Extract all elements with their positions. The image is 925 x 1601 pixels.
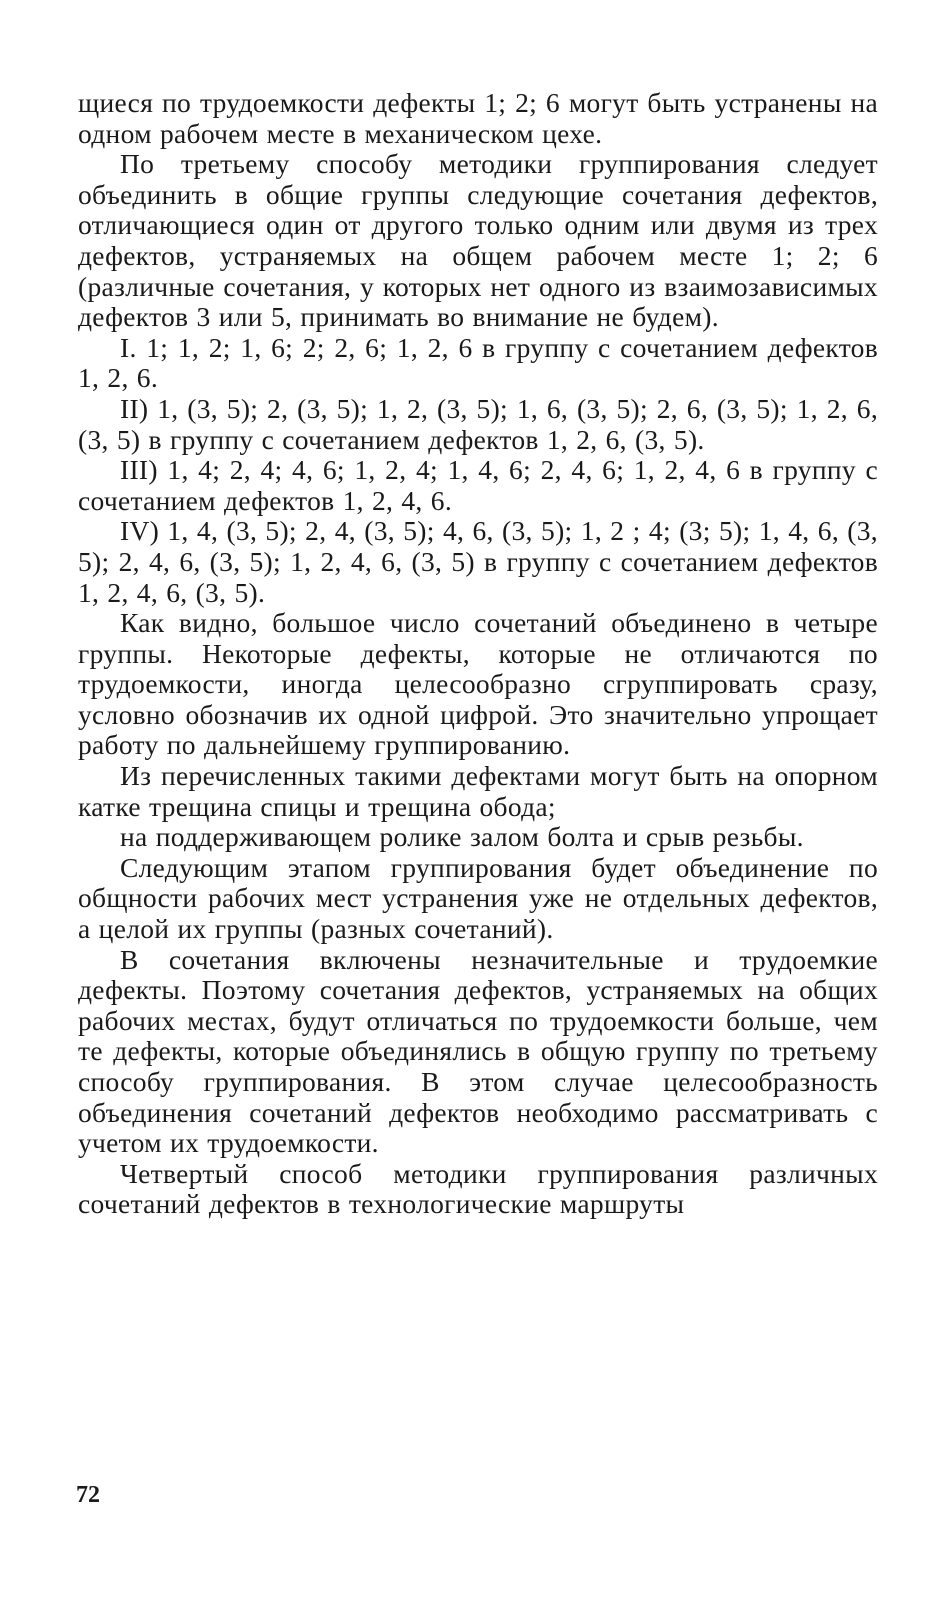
group-item-2: II) 1, (3, 5); 2, (3, 5); 1, 2, (3, 5); 1, 6, (3, 5); 2, 6, (3, 5); 1, 2, 6, (3, 5) в группу с сочетанием дефектов 1, 2, 6, (3, 5).	[78, 392, 878, 455]
paragraph-continuation: щиеся по трудоемкости дефекты 1; 2; 6 могут быть устранены на одном рабочем месте в механическом цехе.	[78, 87, 878, 149]
group-item-3: III) 1, 4; 2, 4; 4, 6; 1, 2, 4; 1, 4, 6; 2, 4, 6; 1, 2, 4, 6 в группу с сочетанием дефектов 1, 2, 4, 6.	[78, 454, 878, 516]
paragraph-support-roller: Из перечисленных такими дефектами могут быть на опорном катке трещина спицы и трещина обода;	[78, 760, 878, 822]
group-item-4: IV) 1, 4, (3, 5); 2, 4, (3, 5); 4, 6, (3, 5); 1, 2 ; 4; (3; 5); 1, 4, 6, (3, 5); 2, 4, 6, (3, 5); 1, 2, 4, 6, (3, 5) в группу с сочетанием дефектов 1, 2, 4, 6, (3, 5).	[78, 515, 878, 608]
paragraph-next-stage: Следующим этапом группирования будет объединение по общности рабочих мест устранения уже не отдельных дефектов, а целой их группы (разных сочетаний).	[78, 851, 878, 945]
paragraph-combinations: В сочетания включены незначительные и трудоемкие дефекты. Поэтому сочетания дефектов, устраняемых на общих рабочих местах, будут отличаться по трудоемкости больше, чем те дефекты, которые объединялись в общую группу по третьему способу группирования. В этом случае целесообразность объединения сочетаний дефектов необходимо рассматривать с учетом их трудоемкости.	[78, 943, 878, 1159]
paragraph-four-groups: Как видно, большое число сочетаний объединено в четыре группы. Некоторые дефекты, которые не отличаются по трудоемкости, иногда целесообразно сгруппировать сразу, условно обозначив их одной цифрой. Это значительно упрощает работу по дальнейшему группированию.	[78, 607, 878, 761]
paragraph-support-roller-cont: на поддерживающем ролике залом болта и срыв резьбы.	[120, 821, 804, 853]
paragraph-fourth-method: Четвертый способ методики группирования различных сочетаний дефектов в технологические маршруты	[78, 1157, 878, 1220]
paragraph-third-method: По третьему способу методики группирования следует объединить в общие группы следующие сочетания дефектов, отличающиеся один от другого только одним или двумя из трех дефектов, устраняемых на общем рабочем месте 1; 2; 6 (различные сочетания, у которых нет одного из взаимозависимых дефектов 3 или 5, принимать во внимание не будем).	[78, 148, 878, 333]
group-item-1: I. 1; 1, 2; 1, 6; 2; 2, 6; 1, 2, 6 в группу с сочетанием дефектов 1, 2, 6.	[78, 331, 878, 394]
body-text	[78, 88, 878, 1220]
page-number: 72	[76, 1482, 100, 1508]
